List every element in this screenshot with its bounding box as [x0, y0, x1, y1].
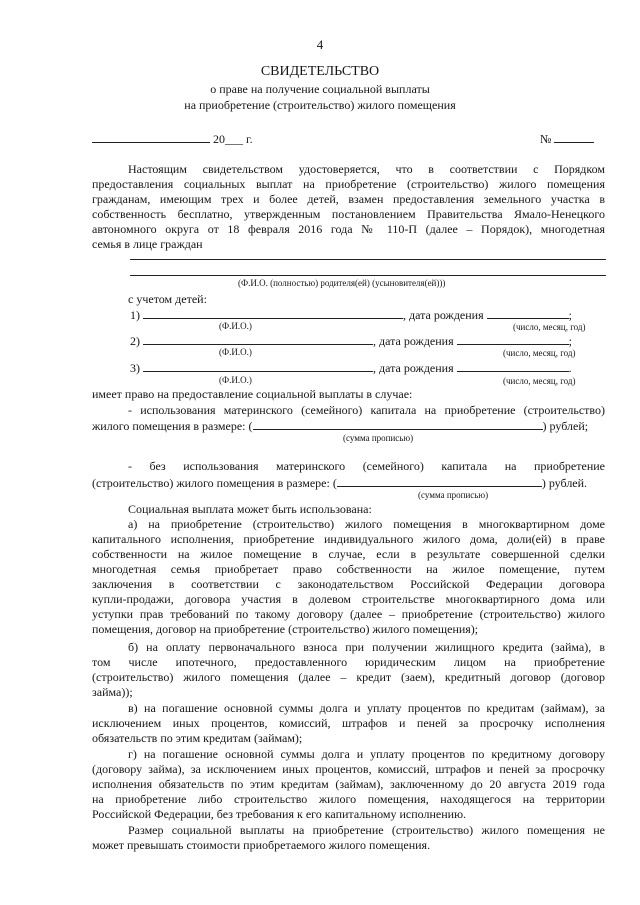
date-year: 20___ г.: [213, 132, 253, 146]
item-a-line: купли-продажи, договора участия в долевом строительстве многоквартирного дома или: [92, 592, 605, 606]
item-v-line: в) на погашение основной суммы долга и уплату процентов по кредитам (займам), за: [128, 701, 605, 715]
document-subtitle-1: о праве на получение социальной выплаты: [210, 82, 430, 96]
item-a-line: многодетная семья приобретает право собственности на жилое помещение, путем: [92, 562, 605, 576]
option-2-line-1: - без использования материнского (семейного) капитала на приобретение: [128, 459, 605, 473]
child-3-dob-blank[interactable]: [457, 360, 569, 372]
child-row-2: [130, 333, 572, 349]
child-end: ;: [568, 334, 572, 348]
child-row-1: [130, 307, 572, 323]
child-2-fio-blank[interactable]: [143, 333, 373, 345]
document-subtitle-2: на приобретение (строительство) жилого помещения: [184, 98, 456, 112]
item-b-line: займа));: [92, 685, 133, 699]
parents-line-2[interactable]: [130, 275, 606, 276]
child-dob-caption: (число, месяц, год): [513, 322, 586, 332]
item-a-line: уступки прав требований по такому договору (далее – приобретение (строительство) жилого: [92, 607, 605, 621]
page-number: 4: [316, 37, 324, 52]
sum-caption-1: (сумма прописью): [343, 433, 414, 443]
item-a-line: помещения, договор на приобретение (строительство) жилого помещения);: [92, 622, 479, 636]
parents-caption: (Ф.И.О. (полностью) родителя(ей) (усыновителя(ей))): [238, 278, 446, 288]
item-a-line: собственности на жилое помещение в случае, если в результате совершенной сделки: [92, 547, 605, 561]
item-g-line: Российской Федерации, без требования к его капитальному исполнению.: [92, 807, 467, 821]
parents-line-1[interactable]: [130, 259, 606, 260]
option-2-prefix: (строительство) жилого помещения в размере: (: [92, 476, 337, 490]
item-v-line: обязательств по этим кредитам (займам);: [92, 731, 303, 745]
item-g-line: г) на погашение основной суммы долга и уплату процентов по кредитному договору: [128, 747, 605, 761]
child-number: 2): [130, 334, 140, 348]
option-1-prefix: жилого помещения в размере: (: [92, 419, 253, 433]
child-1-dob-blank[interactable]: [487, 307, 569, 319]
intro-line: автономного округа от 18 февраля 2016 года № 110-П (далее – Порядок), многодетная: [92, 222, 605, 236]
option-1-line-2: [92, 418, 588, 434]
child-2-dob-blank[interactable]: [457, 333, 569, 345]
sum-caption-2: (сумма прописью): [418, 490, 489, 500]
child-number: 3): [130, 361, 140, 375]
number-label: №: [540, 132, 552, 146]
option-1-line-1: - использования материнского (семейного) капитала на приобретение (строительство): [128, 403, 605, 417]
option-2-line-2: [92, 475, 587, 491]
item-b-line: том числе ипотечного, предоставленного юридическим лицом на приобретение: [92, 655, 605, 669]
document-title: СВИДЕТЕЛЬСТВО: [260, 64, 380, 79]
item-a-line: заключения в соответствии с законодательством Российской Федерации договора: [92, 577, 605, 591]
item-g-line: исполнения обязательств по этим кредитам (займам), заключенному до 20 августа 2019 года: [92, 777, 605, 791]
item-g-line: (договору займа), за исключением иных процентов, комиссий, штрафов и пеней за просрочку: [92, 762, 605, 776]
child-end: .: [568, 361, 572, 375]
final-line: Размер социальной выплаты на приобретение (строительство) жилого помещения не: [128, 823, 605, 837]
date-blank[interactable]: [92, 131, 210, 143]
option-1-suffix: ) рублей;: [542, 419, 589, 433]
item-b-line: (строительство) жилого помещения (далее – кредит (заем), кредитный договор (договор: [92, 670, 605, 684]
intro-line: предоставления социальных выплат на приобретение (строительство) жилого помещения: [92, 177, 605, 191]
option-1-sum-blank[interactable]: [253, 418, 543, 430]
usage-intro: Социальная выплата может быть использована:: [128, 502, 372, 516]
item-b-line: б) на оплату первоначального взноса при получении жилищного кредита (займа), в: [128, 640, 605, 654]
intro-line: семья в лице граждан: [92, 237, 203, 251]
child-dob-caption: (число, месяц, год): [503, 348, 576, 358]
child-row-3: [130, 360, 572, 376]
item-a-line: а) на приобретение (строительство) жилого помещения в многоквартирном доме: [128, 517, 605, 531]
option-2-sum-blank[interactable]: [337, 475, 542, 487]
child-1-fio-blank[interactable]: [143, 307, 403, 319]
item-g-line: на приобретение либо строительство жилого помещения, находящегося на территории: [92, 792, 605, 806]
child-number: 1): [130, 308, 140, 322]
child-dob-caption: (число, месяц, год): [503, 376, 576, 386]
item-v-line: исключением иных процентов, комиссий, штрафов и пеней за просрочку исполнения: [92, 716, 605, 730]
child-dob-label: , дата рождения: [403, 308, 484, 322]
item-a-line: капитального исполнения, приобретение индивидуального жилого дома, доли(ей) в праве: [92, 532, 605, 546]
child-fio-caption: (Ф.И.О.): [219, 347, 252, 357]
option-2-suffix: ) рублей.: [541, 476, 588, 490]
child-end: ;: [568, 308, 572, 322]
number-blank[interactable]: [554, 131, 594, 143]
child-3-fio-blank[interactable]: [143, 360, 373, 372]
children-label: с учетом детей:: [128, 292, 207, 306]
date-field: [92, 131, 253, 147]
child-fio-caption: (Ф.И.О.): [219, 375, 252, 385]
final-line: может превышать стоимости приобретаемого жилого помещения.: [92, 838, 431, 852]
child-fio-caption: (Ф.И.О.): [219, 321, 252, 331]
intro-line: Настоящим свидетельством удостоверяется, что в соответствии с Порядком: [128, 162, 605, 176]
child-dob-label: , дата рождения: [373, 361, 454, 375]
number-field: [540, 131, 594, 147]
intro-line: собственность бесплатно, утвержденным постановлением Правительства Ямало-Ненецкого: [92, 207, 605, 221]
child-dob-label: , дата рождения: [373, 334, 454, 348]
right-label: имеет право на предоставление социальной выплаты в случае:: [92, 387, 413, 401]
intro-line: гражданам, имеющим трех и более детей, взамен предоставления земельного участка в: [92, 192, 605, 206]
